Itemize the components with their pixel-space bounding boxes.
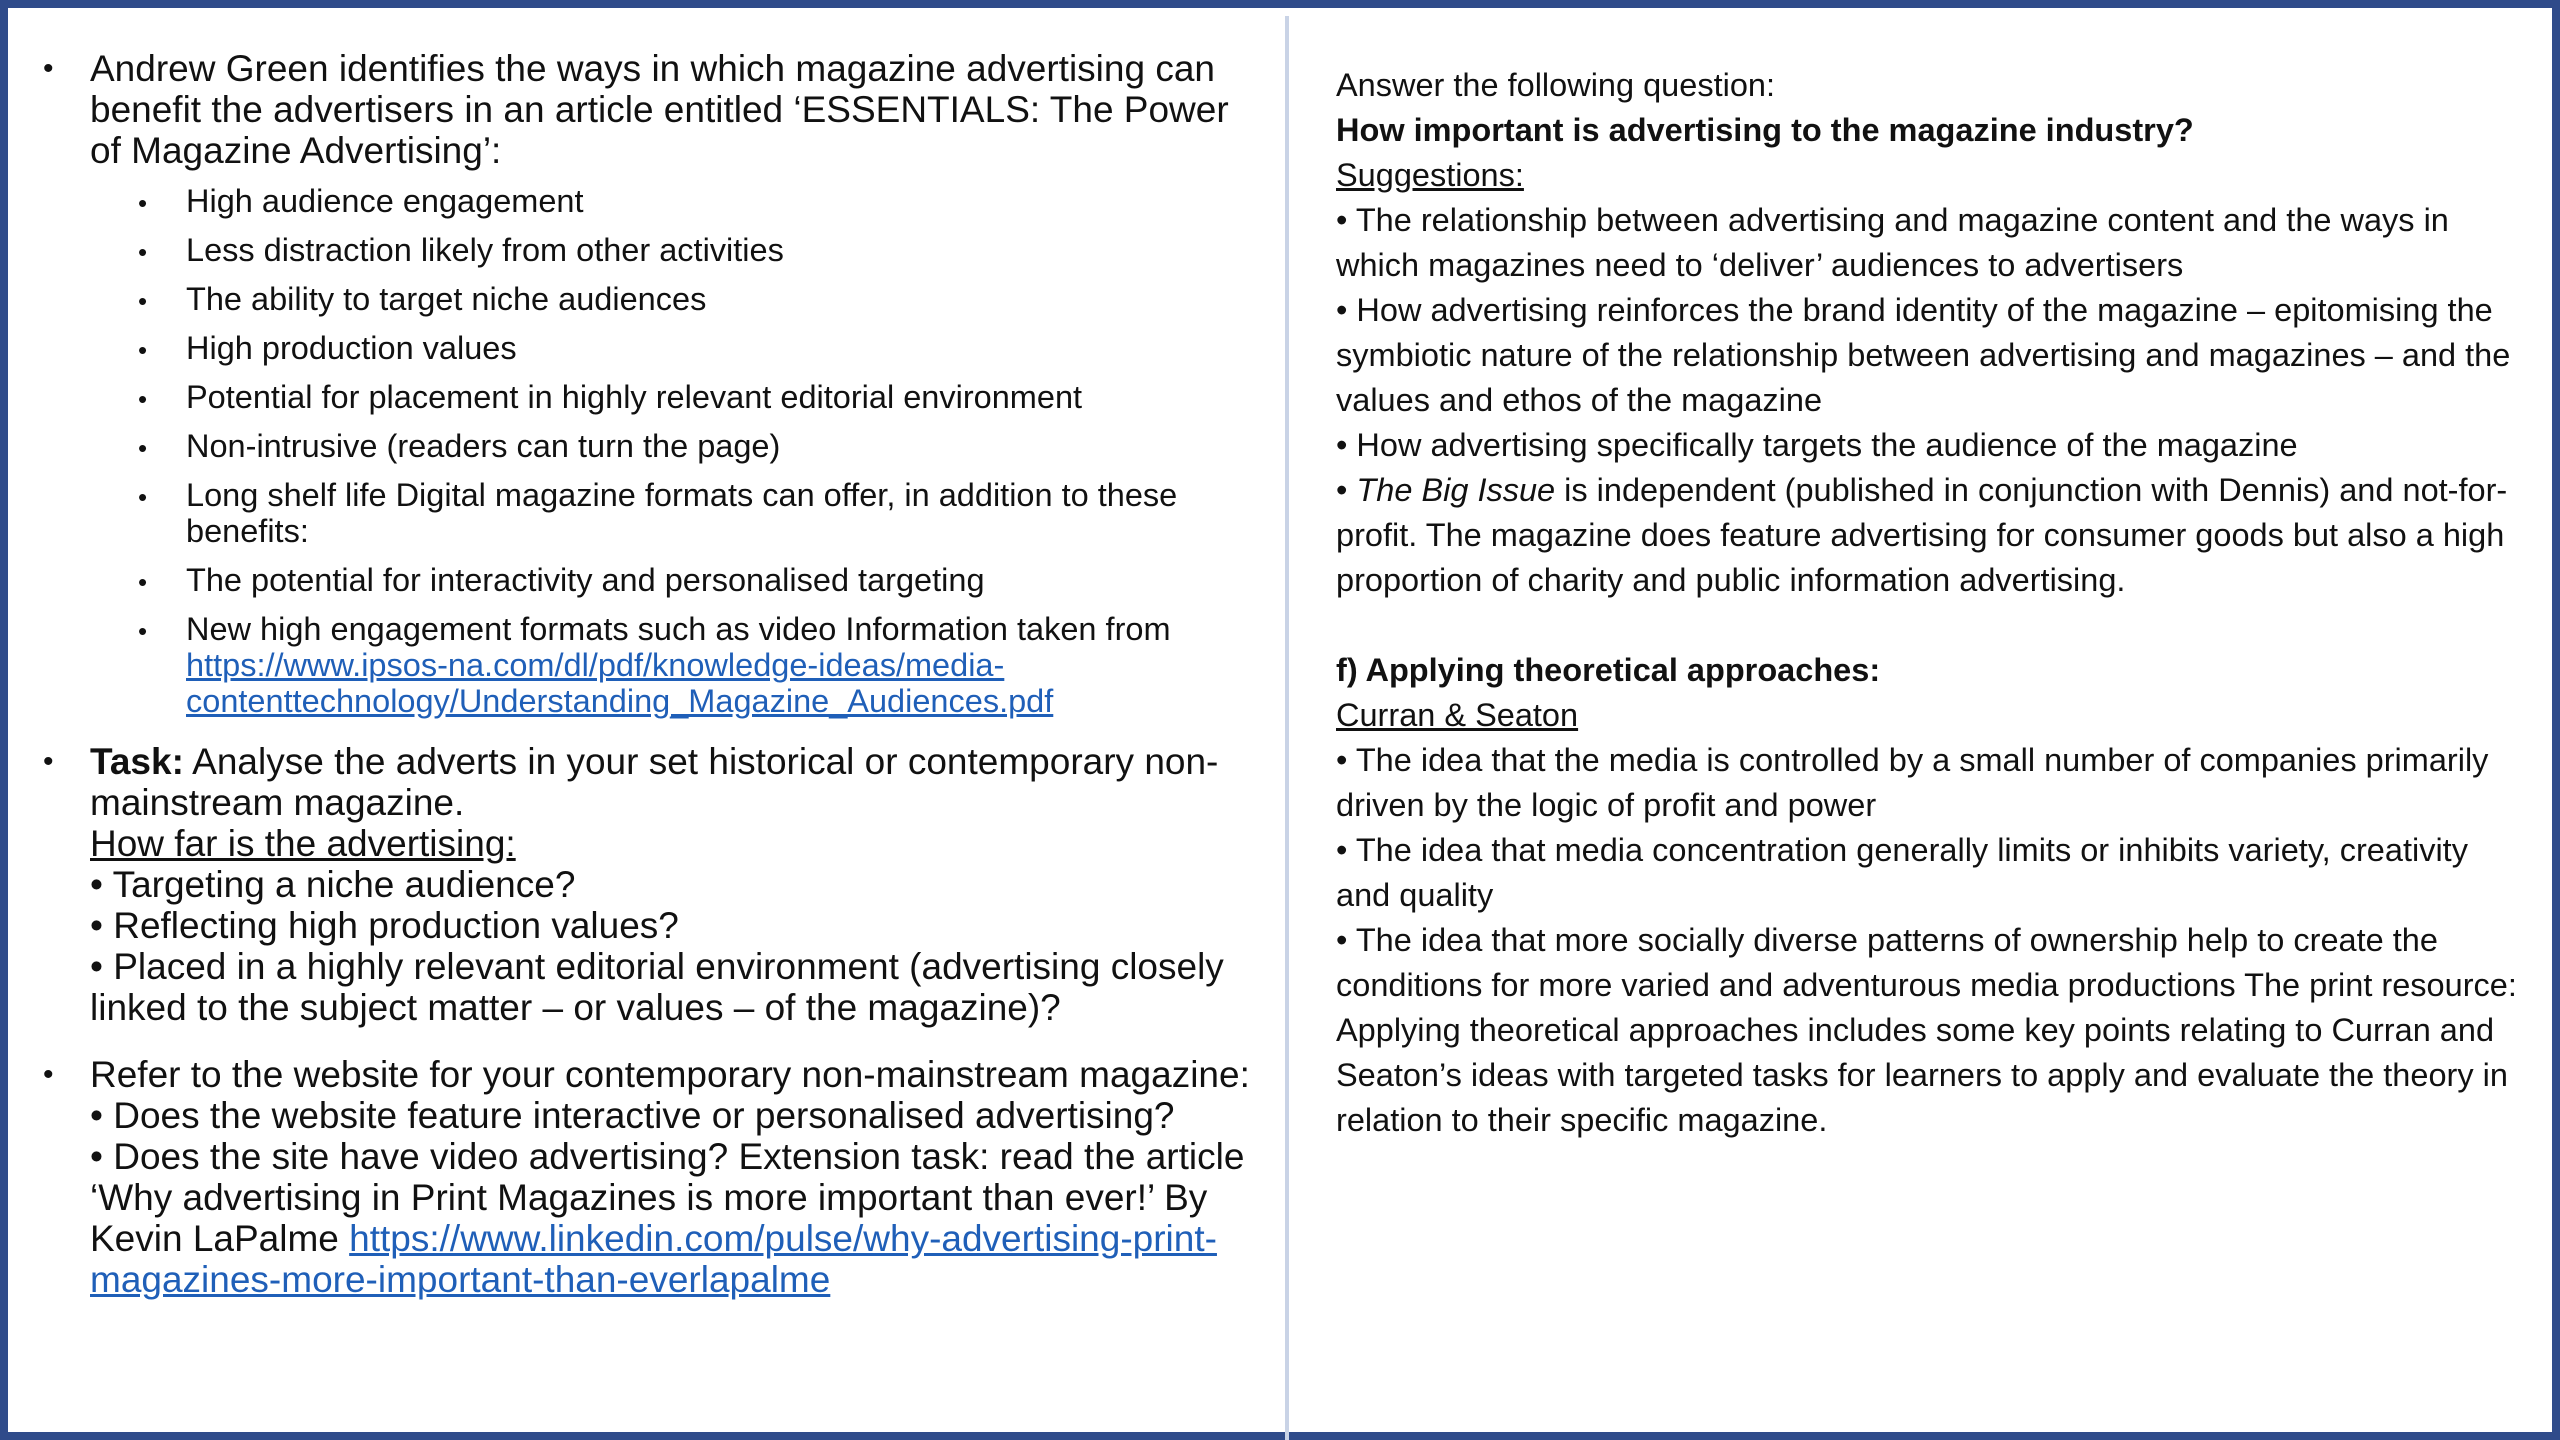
intro-bullet <box>38 48 1263 719</box>
task-heading: How far is the advertising: <box>90 823 516 864</box>
theory-heading: Curran & Seaton <box>1336 697 1579 733</box>
website-intro: Refer to the website for your contemporary non-mainstream magazine: <box>90 1054 1250 1095</box>
list-item: • How advertising specifically targets the audience of the magazine <box>1336 427 2298 463</box>
list-item: • The idea that the media is controlled by a small number of companies primarily driven by the logic of profit and power <box>1336 742 2489 823</box>
list-item: • The Big Issue is independent (published in conjunction with Dennis) and not-for-profit. The magazine does feature advertising for consumer goods but also a high proportion of charity and public information advertising. <box>1336 472 2508 598</box>
task-bullet <box>38 741 1263 1028</box>
bullet-dot-icon: • <box>138 567 148 597</box>
question-text: How important is advertising to the magazine industry? <box>1336 112 2194 148</box>
right-column <box>1336 63 2531 1143</box>
bullet-dot-icon: • <box>43 52 54 85</box>
bullet-dot-icon: • <box>43 745 54 778</box>
list-item: • The idea that media concentration generally limits or inhibits variety, creativity and quality <box>1336 832 2468 913</box>
list-item: • High audience engagement <box>38 183 1263 219</box>
section-heading: f) Applying theoretical approaches: <box>1336 652 1881 688</box>
list-item: • The idea that more socially diverse patterns of ownership help to create the conditions for more varied and adventurous media productions The print resource: Applying theoretical approaches includes some key points relating to Curran and Seaton’s ideas with targeted tasks for learners to apply and evaluate the theory in relation to their specific magazine. <box>1336 922 2517 1138</box>
list-item: • Long shelf life Digital magazine formats can offer, in addition to these benefits: <box>138 477 1178 549</box>
list-item: • Less distraction likely from other activities <box>38 232 1263 268</box>
list-item: • The ability to target niche audiences <box>38 281 1263 317</box>
ipsos-source-link[interactable]: https://www.ipsos-na.com/dl/pdf/knowledge-ideas/media-contenttechnology/Understanding_Magazine_Audiences.pdf <box>186 647 1054 719</box>
list-item: • The relationship between advertising and magazine content and the ways in which magazines need to ‘deliver’ audiences to advertisers <box>1336 202 2449 283</box>
list-item: • Placed in a highly relevant editorial environment (advertising closely linked to the subject matter – or values – of the magazine)? <box>90 946 1224 1028</box>
linkedin-article-link[interactable]: https://www.linkedin.com/pulse/why-advertising-print-magazines-more-important-than-everlapalme <box>90 1218 1217 1300</box>
suggestions-heading: Suggestions: <box>1336 157 1524 193</box>
bullet-dot-icon: • <box>138 237 148 267</box>
intro-text: Andrew Green identifies the ways in which magazine advertising can benefit the advertisers in an article entitled ‘ESSENTIALS: The Power of Magazine Advertising’: <box>90 48 1229 171</box>
bullet-dot-icon: • <box>138 616 148 646</box>
task-label: Task: <box>90 741 184 782</box>
list-item: • Potential for placement in highly relevant editorial environment <box>38 379 1263 415</box>
question-prompt: Answer the following question: <box>1336 67 1776 103</box>
list-item: • How advertising reinforces the brand identity of the magazine – epitomising the symbiotic nature of the relationship between advertising and magazines – and the values and ethos of the magazine <box>1336 292 2511 418</box>
website-bullet <box>38 1054 1263 1300</box>
list-item: • New high engagement formats such as video Information taken from https://www.ipsos-na.com/dl/pdf/knowledge-ideas/media-contenttechnology/Understanding_Magazine_Audiences.pdf <box>138 611 1171 719</box>
bullet-dot-icon: • <box>138 482 148 512</box>
spacer <box>1336 603 2531 648</box>
bullet-dot-icon: • <box>138 188 148 218</box>
bullet-dot-icon: • <box>138 433 148 463</box>
list-item: • Targeting a niche audience? <box>90 864 576 905</box>
benefits-list <box>38 183 1263 719</box>
magazine-title: The Big Issue <box>1356 472 1556 508</box>
column-divider <box>1285 16 1289 1440</box>
bullet-dot-icon: • <box>138 384 148 414</box>
list-item: • Non-intrusive (readers can turn the page) <box>38 428 1263 464</box>
list-item: • High production values <box>38 330 1263 366</box>
bullet-dot-icon: • <box>138 286 148 316</box>
task-text: Analyse the adverts in your set historical or contemporary non-mainstream magazine. <box>90 741 1219 823</box>
list-item: • Does the website feature interactive or personalised advertising? <box>90 1095 1175 1136</box>
bullet-dot-icon: • <box>43 1058 54 1091</box>
list-item: • The potential for interactivity and personalised targeting <box>38 562 1263 598</box>
left-column <box>38 48 1263 1300</box>
list-item: • Reflecting high production values? <box>90 905 679 946</box>
bullet-dot-icon: • <box>138 335 148 365</box>
list-item: • Does the site have video advertising? Extension task: read the article ‘Why advertising in Print Magazines is more important than ever!’ By Kevin LaPalme <box>90 1136 1245 1259</box>
